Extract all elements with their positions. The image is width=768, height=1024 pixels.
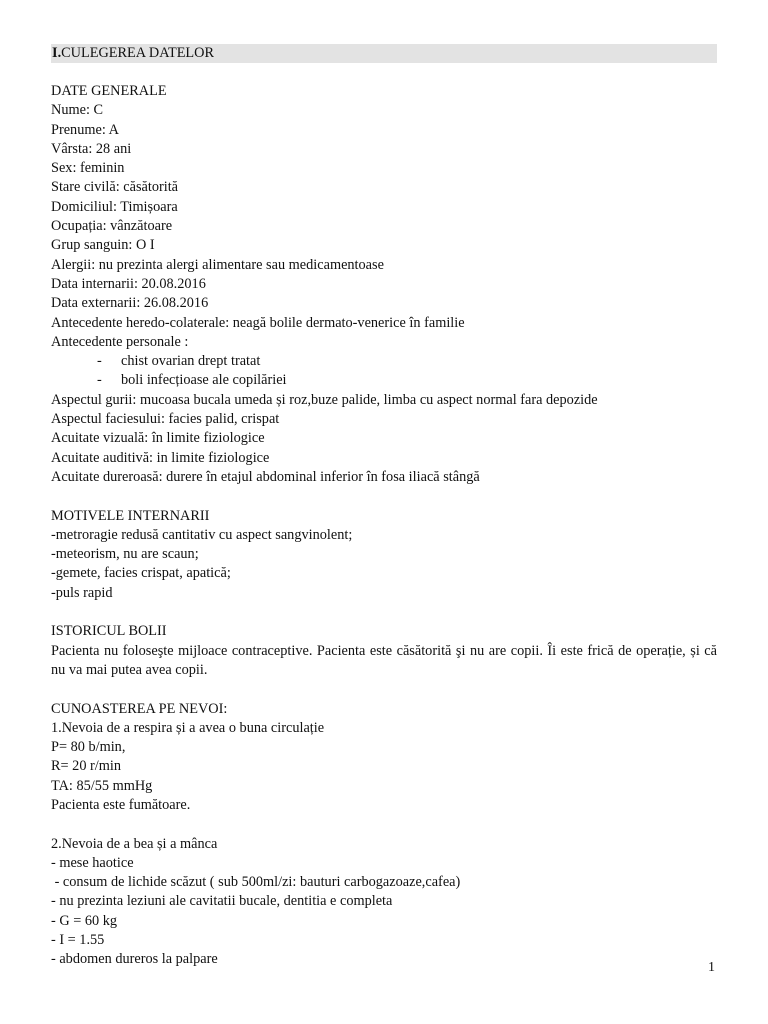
field-domiciliul: Domiciliul: Timișoara bbox=[51, 198, 178, 215]
bullet-item bbox=[51, 352, 717, 371]
nevoie-respira-heading: 1.Nevoia de a respira și a avea o buna circulație bbox=[51, 719, 325, 736]
field-sex: Sex: feminin bbox=[51, 160, 125, 177]
bea-line: - abdomen dureros la palpare bbox=[51, 951, 218, 968]
istoric-heading: ISTORICUL BOLII bbox=[51, 623, 167, 640]
motive-line: -meteorism, nu are scaun; bbox=[51, 546, 199, 563]
field-nume: Nume: C bbox=[51, 102, 104, 119]
istoric-paragraph: Pacienta nu foloseşte mijloace contraceptive. Pacienta este căsătorită şi nu are copii. Îi este frică de operație, și că nu va mai putea avea copii. bbox=[51, 642, 717, 678]
field-ocupatia: Ocupația: vânzătoare bbox=[51, 218, 173, 235]
field-aspectul-gurii: Aspectul gurii: mucoasa bucala umeda și roz,buze palide, limba cu aspect normal fara depozide bbox=[51, 391, 598, 408]
motive-line: -gemete, facies crispat, apatică; bbox=[51, 565, 231, 582]
bea-line: - G = 60 kg bbox=[51, 912, 118, 929]
motive-heading: MOTIVELE INTERNARII bbox=[51, 507, 210, 524]
vital-tensiune: TA: 85/55 mmHg bbox=[51, 777, 153, 794]
field-grup-sanguin: Grup sanguin: O I bbox=[51, 237, 155, 254]
field-prenume: Prenume: A bbox=[51, 121, 119, 138]
document-body bbox=[51, 44, 717, 970]
field-acuitate-dureroasa: Acuitate dureroasă: durere în etajul abdominal inferior în fosa iliacă stângă bbox=[51, 468, 480, 485]
respira-note: Pacienta este fumătoare. bbox=[51, 796, 191, 813]
bea-line: - mese haotice bbox=[51, 854, 134, 871]
page-number: 1 bbox=[708, 960, 715, 975]
nevoi-heading: CUNOASTEREA PE NEVOI: bbox=[51, 700, 228, 717]
field-varsta: Vârsta: 28 ani bbox=[51, 140, 132, 157]
general-heading: DATE GENERALE bbox=[51, 83, 167, 99]
spacer bbox=[51, 603, 717, 622]
section-title bbox=[51, 44, 717, 63]
field-data-internarii: Data internarii: 20.08.2016 bbox=[51, 275, 206, 292]
vital-respiratie: R= 20 r/min bbox=[51, 758, 122, 775]
section-title-text: CULEGEREA DATELOR bbox=[61, 45, 215, 61]
field-antecedente-heredo: Antecedente heredo-colaterale: neagă bolile dermato-venerice în familie bbox=[51, 314, 465, 331]
bea-line: - nu prezinta leziuni ale cavitatii bucale, dentitia e completa bbox=[51, 893, 393, 910]
vital-puls: P= 80 b/min, bbox=[51, 739, 126, 756]
field-acuitate-vizuala: Acuitate vizuală: în limite fiziologice bbox=[51, 430, 265, 447]
field-stare-civila: Stare civilă: căsătorită bbox=[51, 179, 179, 196]
spacer bbox=[51, 487, 717, 506]
bullet-text: chist ovarian drept tratat bbox=[121, 353, 261, 370]
motive-line: -metroragie redusă cantitativ cu aspect sangvinolent; bbox=[51, 526, 353, 543]
field-acuitate-auditiva: Acuitate auditivă: in limite fiziologice bbox=[51, 449, 270, 466]
field-alergii: Alergii: nu prezinta alergi alimentare sau medicamentoase bbox=[51, 256, 384, 273]
field-antecedente-personale: Antecedente personale : bbox=[51, 333, 189, 350]
spacer bbox=[51, 815, 717, 834]
section-roman-numeral: I. bbox=[52, 45, 62, 61]
nevoie-bea-heading: 2.Nevoia de a bea și a mânca bbox=[51, 835, 218, 852]
motive-line: -puls rapid bbox=[51, 584, 113, 601]
bullet-text: boli infecțioase ale copilăriei bbox=[121, 372, 287, 389]
bullet-dash: - bbox=[97, 353, 102, 370]
bea-line: - consum de lichide scăzut ( sub 500ml/zi: bauturi carbogazoaze,cafea) bbox=[51, 874, 461, 891]
bea-line: - I = 1.55 bbox=[51, 932, 105, 949]
spacer bbox=[51, 680, 717, 699]
bullet-dash: - bbox=[97, 372, 102, 389]
field-aspectul-faciesului: Aspectul faciesului: facies palid, crispat bbox=[51, 411, 280, 428]
field-data-externarii: Data externarii: 26.08.2016 bbox=[51, 295, 209, 312]
bullet-item bbox=[51, 371, 717, 390]
